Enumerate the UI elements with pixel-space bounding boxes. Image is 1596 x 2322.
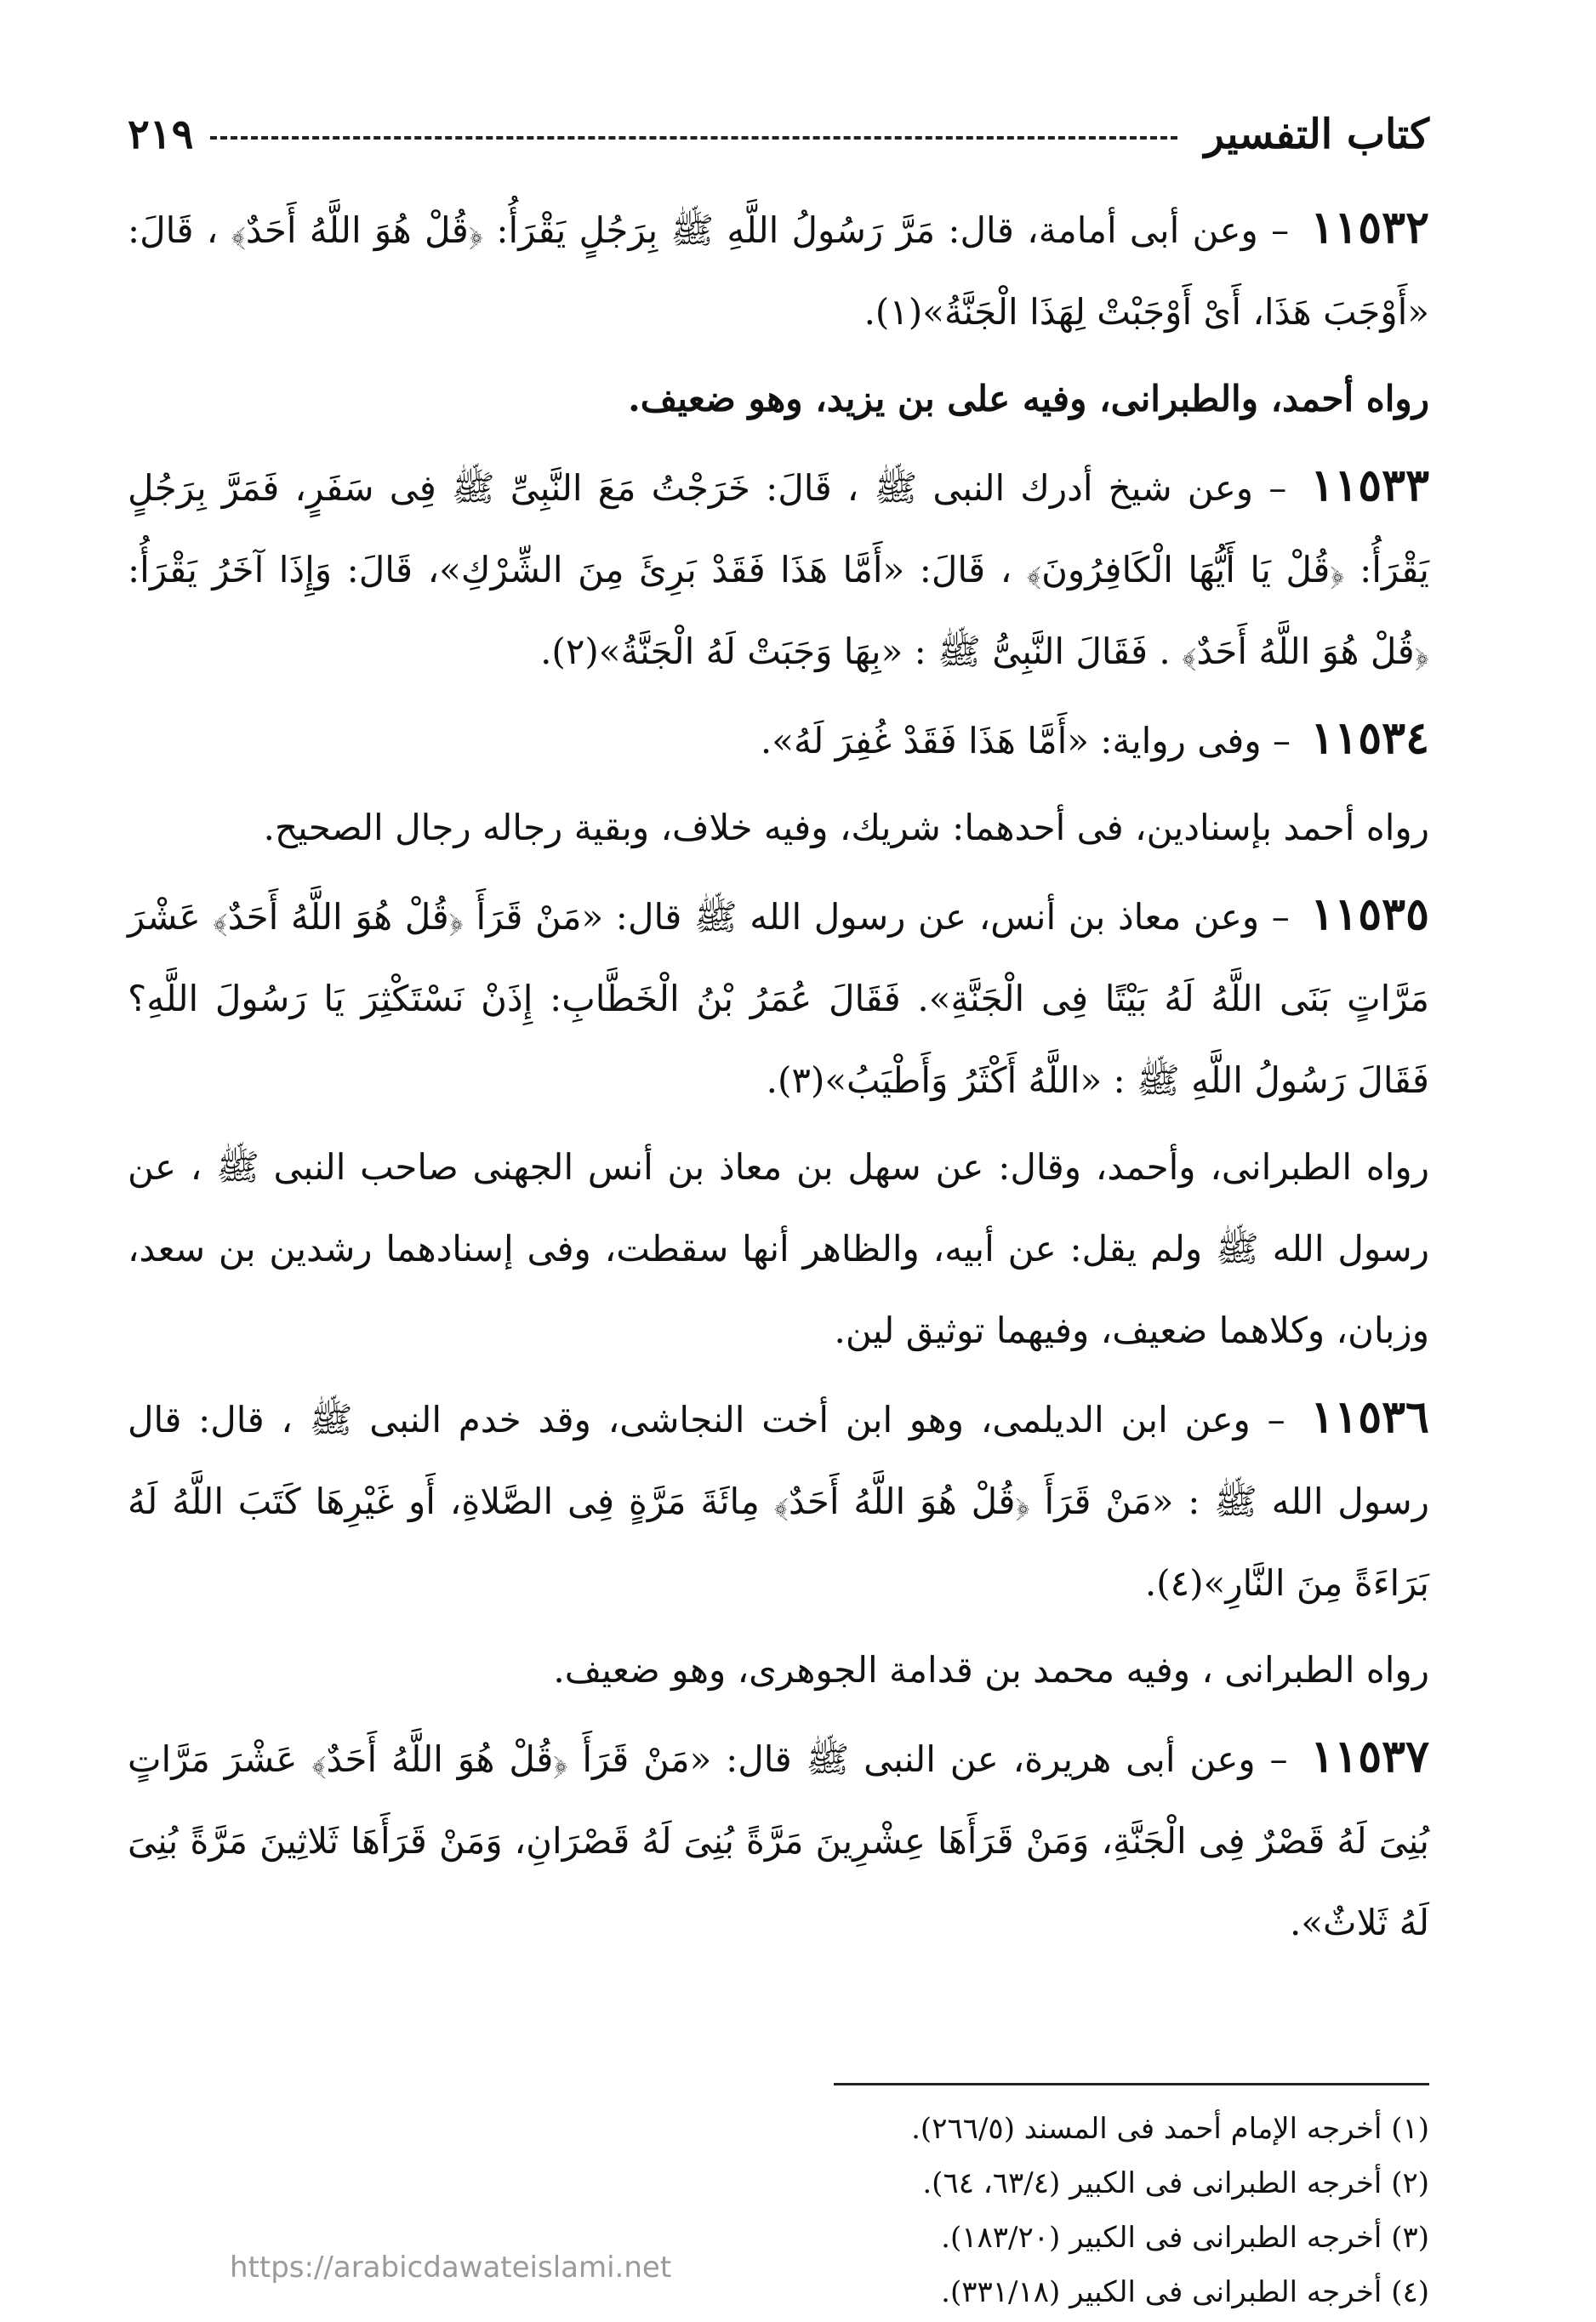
hadith-text: – وعن شيخ أدرك النبى ﷺ ، قَالَ: خَرَجْتُ مَعَ النَّبِىِّ ﷺ فِى سَفَرٍ، فَمَرَّ بِرَجُلٍ يَقْرَأُ: ﴿قُلْ يَا أَيُّهَا الْكَافِرُونَ﴾ ، قَالَ: «أَمَّا هَذَا فَقَدْ بَرِئَ مِنَ الشِّرْكِ»، قَالَ: وَإِذَا آخَرُ يَقْرَأُ: ﴿قُلْ هُوَ اللَّهُ أَحَدٌ﴾ . فَقَالَ النَّبِىُّ ﷺ : «بِهَا وَجَبَتْ لَهُ الْجَنَّةُ»(٢). bbox=[128, 467, 1429, 672]
hadith-text: – وفى رواية: «أَمَّا هَذَا فَقَدْ غُفِرَ لَهُ». bbox=[760, 720, 1291, 762]
hadith-entry bbox=[128, 445, 1429, 693]
hadith-entry bbox=[128, 698, 1429, 782]
hadith-entry bbox=[128, 187, 1429, 353]
page-body bbox=[128, 187, 1429, 1969]
hadith-source: رواه الطبرانى، وأحمد، وقال: عن سهل بن معاذ بن أنس الجهنى صاحب النبى ﷺ ، عن رسول الله ﷺ ولم يقل: عن أبيه، والظاهر أنها سقطت، وفى إسنادهما رشدين بن سعد، وزبان، وكلاهما ضعيف، وفيهما توثيق لين. bbox=[128, 1146, 1429, 1351]
footnotes bbox=[128, 2102, 1429, 2319]
running-title: كتاب التفسير bbox=[1204, 111, 1429, 158]
hadith-number: ١١٥٣٦ bbox=[1310, 1391, 1429, 1443]
footnote: (٢) أخرجه الطبرانى فى الكبير (٦٣/٤، ٦٤). bbox=[922, 2166, 1429, 2200]
hadith-text: – وعن معاذ بن أنس، عن رسول الله ﷺ قال: «مَنْ قَرَأَ ﴿قُلْ هُوَ اللَّهُ أَحَدٌ﴾ عَشْرَ مَرَّاتٍ بَنَى اللَّهُ لَهُ بَيْتًا فِى الْجَنَّةِ». فَقَالَ عُمَرُ بْنُ الْخَطَّابِ: إِذَنْ نَسْتَكْثِرَ يَا رَسُولَ اللَّهِ؟ فَقَالَ رَسُولُ اللَّهِ ﷺ : «اللَّهُ أَكْثَرُ وَأَطْيَبُ»(٣). bbox=[128, 896, 1429, 1101]
hadith-number: ١١٥٣٧ bbox=[1310, 1731, 1430, 1783]
hadith-source: رواه أحمد، والطبرانى، وفيه على بن يزيد، وهو ضعيف. bbox=[628, 378, 1429, 419]
footnote-separator bbox=[834, 2083, 1429, 2085]
hadith-entry bbox=[128, 1716, 1429, 1964]
hadith-source: رواه أحمد بإسنادين، فى أحدهما: شريك، وفيه خلاف، وبقية رجاله رجال الصحيح. bbox=[263, 807, 1429, 848]
footnote: (٤) أخرجه الطبرانى فى الكبير (٣٣١/١٨). bbox=[941, 2275, 1429, 2309]
footnote: (٣) أخرجه الطبرانى فى الكبير (١٨٣/٢٠). bbox=[941, 2221, 1429, 2255]
hadith-source-note bbox=[128, 358, 1429, 440]
hadith-source-note bbox=[128, 1127, 1429, 1372]
page-number: ٢١٩ bbox=[128, 111, 194, 158]
hadith-number: ١١٥٣٢ bbox=[1310, 202, 1429, 254]
hadith-number: ١١٥٣٤ bbox=[1310, 712, 1429, 764]
hadith-source-note bbox=[128, 1629, 1429, 1711]
hadith-number: ١١٥٣٥ bbox=[1310, 888, 1429, 940]
footnote: (١) أخرجه الإمام أحمد فى المسند (٢٦٦/٥). bbox=[911, 2112, 1429, 2146]
page-header bbox=[128, 100, 1429, 168]
header-dashed-rule bbox=[210, 136, 1177, 140]
hadith-source: رواه الطبرانى ، وفيه محمد بن قدامة الجوهرى، وهو ضعيف. bbox=[553, 1649, 1429, 1691]
hadith-entry bbox=[128, 874, 1429, 1121]
site-watermark: https://arabicdawateislami.net bbox=[230, 2251, 672, 2285]
hadith-text: – وعن أبى أمامة، قال: مَرَّ رَسُولُ اللَّهِ ﷺ بِرَجُلٍ يَقْرَأُ: ﴿قُلْ هُوَ اللَّهُ أَحَدٌ﴾ ، قَالَ: «أَوْجَبَ هَذَا، أَىْ أَوْجَبْتْ لِهَذَا الْجَنَّةُ»(١). bbox=[128, 209, 1429, 333]
book-page bbox=[128, 0, 1429, 2322]
hadith-number: ١١٥٣٣ bbox=[1310, 459, 1429, 511]
hadith-source-note bbox=[128, 787, 1429, 869]
hadith-entry bbox=[128, 1377, 1429, 1624]
hadith-text: – وعن ابن الديلمى، وهو ابن أخت النجاشى، وقد خدم النبى ﷺ ، قال: قال رسول الله ﷺ : «مَنْ قَرَأَ ﴿قُلْ هُوَ اللَّهُ أَحَدٌ﴾ مِائَةَ مَرَّةٍ فِى الصَّلاةِ، أَو غَيْرِهَا كَتَبَ اللَّهُ لَهُ بَرَاءَةً مِنَ النَّارِ»(٤). bbox=[128, 1399, 1429, 1604]
hadith-text: – وعن أبى هريرة، عن النبى ﷺ قال: «مَنْ قَرَأَ ﴿قُلْ هُوَ اللَّهُ أَحَدٌ﴾ عَشْرَ مَرَّاتٍ بُنِىَ لَهُ قَصْرٌ فِى الْجَنَّةِ، وَمَنْ قَرَأَهَا عِشْرِينَ مَرَّةً بُنِىَ لَهُ قَصْرَانِ، وَمَنْ قَرَأَهَا ثَلاثِينَ مَرَّةً بُنِىَ لَهُ ثَلاثٌ». bbox=[128, 1738, 1429, 1943]
